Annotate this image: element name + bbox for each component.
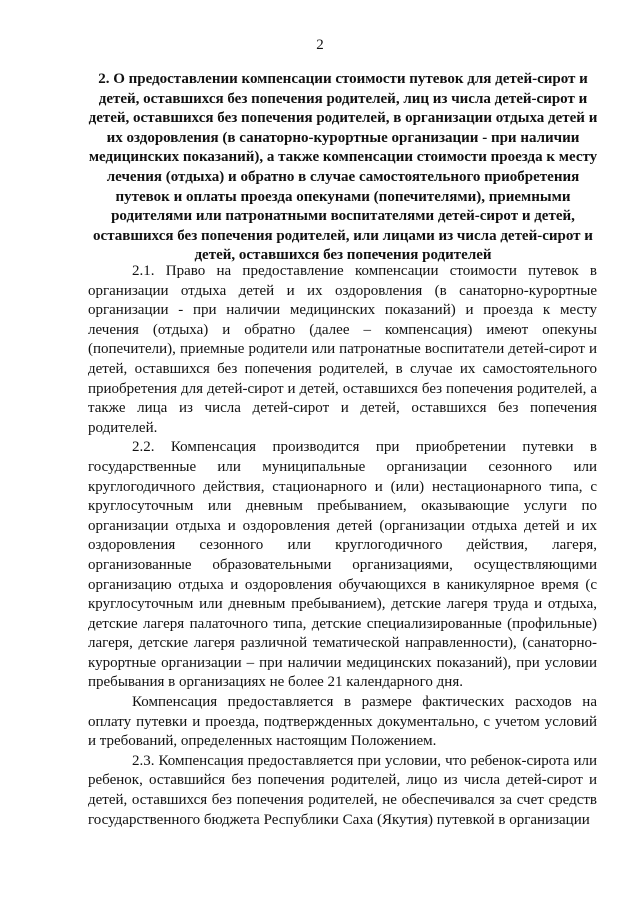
- section-heading: 2. О предоставлении компенсации стоимости путевок для детей-сирот и детей, оставшихся без попечения родителей, лиц из числа детей-сирот и детей, оставшихся без попечения родителей, в организации отдыха детей и их оздоровления (в санаторно-курортные организации - при наличии медицинских показаний), а также компенсации стоимости проезда к месту лечения (отдыха) и обратно в случае самостоятельного приобретения путевок и оплаты проезда опекунами (попечителями), приемными родителями или патронатными воспитателями детей-сирот и детей, оставшихся без попечения родителей, или лицами из числа детей-сирот и детей, оставшихся без попечения родителей: [88, 71, 598, 264]
- page-number: 2: [316, 37, 324, 53]
- section-body: [88, 262, 597, 830]
- paragraph-compensation-amount: Компенсация предоставляется в размере фактических расходов на оплату путевки и проезда, подтвержденных документально, с учетом условий и требований, определенных настоящим Положением.: [88, 694, 597, 750]
- paragraph-2-1: 2.1. Право на предоставление компенсации стоимости путевок в организации отдыха детей и их оздоровления (в санаторно-курортные организации - при наличии медицинских показаний) и проезда к месту лечения (отдыха) и обратно (далее – компенсация) имеют опекуны (попечители), приемные родители или патронатные воспитатели детей-сирот и детей, оставшихся без попечения родителей, в случае их самостоятельного приобретения для детей-сирот и детей, оставшихся без попечения родителей, а также лица из числа детей-сирот и детей, оставшихся без попечения родителей.: [88, 263, 597, 436]
- paragraph-2-3: 2.3. Компенсация предоставляется при условии, что ребенок-сирота или ребенок, оставшийся без попечения родителей, лицо из числа детей-сирот и детей, оставшихся без попечения родителей, не обеспечивался за счет средств государственного бюджета Республики Саха (Якутия) путевкой в организации: [88, 752, 597, 828]
- paragraph-2-2: 2.2. Компенсация производится при приобретении путевки в государственные или муниципальные организации сезонного или круглогодичного действия, стационарного и (или) нестационарного типа, с круглосуточным или дневным пребыванием, оказывающие услуги по организации отдыха и оздоровления детей (организации отдыха детей и их оздоровления сезонного или круглогодичного действия, лагеря, организованные образовательными организациями, осуществляющими организацию отдыха и оздоровления обучающихся в каникулярное время (с круглосуточным или дневным пребыванием), детские лагеря труда и отдыха, детские лагеря палаточного типа, детские специализированные (профильные) лагеря, детские лагеря различной тематической направленности), (санаторно-курортные организации – при наличии медицинских показаний), при условии пребывания в организациях не более 21 календарного дня.: [88, 439, 597, 691]
